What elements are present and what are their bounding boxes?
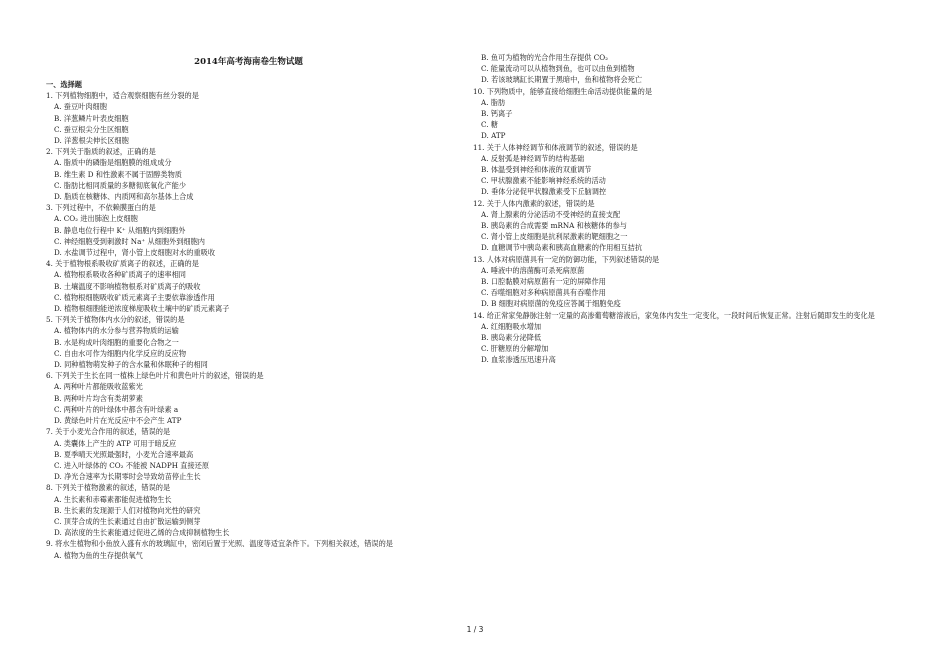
option-c: C. 脂肪比相同质量的多糖彻底氧化产能少 (54, 180, 187, 190)
question-5 (46, 314, 466, 370)
option-a: A. 植物体内的水分参与营养物质的运输 (54, 326, 179, 336)
option-c: C. 两种叶片的叶绿体中都含有叶绿素 a (54, 404, 179, 414)
option-d: D. 洋葱根尖伸长区细胞 (54, 136, 129, 146)
question-9 (46, 538, 466, 560)
option-a: A. 植物为鱼的生存提供氧气 (54, 550, 143, 560)
question-8 (46, 482, 466, 538)
question-4 (46, 258, 466, 314)
option-b: B. 土壤温度不影响植物根系对矿质离子的吸收 (54, 281, 201, 291)
option-d: D. 血浆渗透压迅速升高 (481, 355, 556, 365)
left-column (46, 52, 466, 561)
option-a: A. 唾液中的溶菌酶可杀死病原菌 (481, 265, 585, 275)
option-d: D. 血糖调节中胰岛素和胰高血糖素的作用相互拮抗 (481, 243, 643, 253)
question-stem: 8. 下列关于植物激素的叙述，错误的是 (46, 483, 171, 493)
question-7 (46, 426, 466, 482)
option-b: B. 维生素 D 和性激素不属于固醇类物质 (54, 169, 182, 179)
question-stem: 13. 人体对病原菌具有一定的防御功能，下列叙述错误的是 (473, 254, 660, 264)
question-stem: 1. 下列植物细胞中，适合观察细胞有丝分裂的是 (46, 91, 199, 101)
option-a: A. 类囊体上产生的 ATP 可用于暗反应 (54, 438, 177, 448)
option-c: C. 肝糖原的分解增加 (481, 344, 549, 354)
option-c: C. 神经细胞受到刺激时 Na⁺ 从细胞外到细胞内 (54, 236, 205, 246)
option-a: A. 脂肪 (481, 97, 506, 107)
option-b: B. 生长素的发现源于人们对植物向光性的研究 (54, 505, 201, 515)
option-c: C. 自由水可作为细胞内化学反应的反应物 (54, 348, 187, 358)
page-number: 1 / 3 (466, 625, 484, 634)
option-d: D. 黄绿色叶片在光反应中不会产生 ATP (54, 416, 182, 426)
option-c: C. 进入叶绿体的 CO₂ 不能被 NADPH 直接还原 (54, 460, 210, 470)
option-a: A. 反射弧是神经调节的结构基础 (481, 153, 585, 163)
option-b: B. 夏季晴天光照最强时，小麦光合速率最高 (54, 449, 194, 459)
option-b: B. 胰岛素的合成需要 mRNA 和核糖体的参与 (481, 221, 627, 231)
option-b: B. 静息电位行程中 K⁺ 从细胞内到细胞外 (54, 225, 186, 235)
question-stem: 7. 关于小麦光合作用的叙述，错误的是 (46, 427, 171, 437)
question-stem: 14. 给正常家兔静脉注射一定量的高渗葡萄糖溶液后，家兔体内发生一定变化，一段时间后恢复正常。注射后随即发生的变化是 (473, 310, 875, 320)
option-c: C. 顶芽合成的生长素通过自由扩散运输到侧芽 (54, 516, 201, 526)
option-c: C. 甲状腺激素不能影响神经系统的活动 (481, 176, 606, 186)
option-c: C. 蚕豆根尖分生区细胞 (54, 124, 129, 134)
option-c: C. 吞噬细胞对多种病原菌具有吞噬作用 (481, 288, 606, 298)
option-d: D. 脂质在核糖体、内质网和高尔基体上合成 (54, 192, 194, 202)
option-b: B. 胰岛素分泌降低 (481, 333, 542, 343)
question-6 (46, 370, 466, 426)
question-stem: 2. 下列关于脂质的叙述，正确的是 (46, 147, 156, 157)
question-13 (473, 254, 903, 310)
option-c: C. 糖 (481, 120, 498, 130)
option-c: C. 能量流动可以从植物到鱼，也可以由鱼到植物 (481, 64, 635, 74)
question-14 (473, 310, 903, 366)
option-c: C. 肾小管上皮细胞是抗利尿激素的靶细胞之一 (481, 232, 628, 242)
question-10 (473, 86, 903, 142)
question-stem: 10. 下列物质中，能够直接给细胞生命活动提供能量的是 (473, 86, 653, 96)
question-2 (46, 146, 466, 202)
question-stem: 12. 关于人体内激素的叙述，错误的是 (473, 198, 595, 208)
option-b: B. 钙离子 (481, 109, 513, 119)
question-stem: 5. 下列关于植物体内水分的叙述，错误的是 (46, 315, 185, 325)
option-d: D. 垂体分泌促甲状腺激素受下丘脑调控 (481, 187, 607, 197)
question-stem: 3. 下列过程中，不依赖膜蛋白的是 (46, 203, 156, 213)
option-d: D. 植物根细胞能逆浓度梯度吸收土壤中的矿质元素离子 (54, 304, 230, 314)
section-heading: 一、选择题 (46, 80, 82, 89)
option-a: A. 肾上腺素的分泌活动不受神经的直接支配 (481, 209, 621, 219)
option-a: A. 生长素和赤霉素都能促进植物生长 (54, 494, 172, 504)
question-12 (473, 198, 903, 254)
option-d: D. B 细胞对病原菌的免疫应答属于细胞免疫 (481, 299, 621, 309)
option-d: D. 同种植物萌发种子的含水量和休眠种子的相同 (54, 360, 208, 370)
option-a: A. 两种叶片都能吸收蓝紫光 (54, 382, 143, 392)
option-a: A. 脂质中的磷脂是细胞膜的组成成分 (54, 158, 172, 168)
question-1 (46, 90, 466, 146)
question-stem: 9. 将水生植物和小鱼放入盛有水的玻璃缸中，密闭后置于光照、温度等适宜条件下。下列相关叙述，错误的是 (46, 539, 393, 549)
option-a: A. CO₂ 进出肺泡上皮细胞 (54, 214, 138, 224)
question-stem: 11. 关于人体神经调节和体液调节的叙述，错误的是 (473, 142, 638, 152)
option-a: A. 红细胞吸水增加 (481, 321, 542, 331)
question-3 (46, 202, 466, 258)
option-d: D. 水盐调节过程中，肾小管上皮细胞对水的重吸收 (54, 248, 216, 258)
option-a: A. 植物根系吸收各种矿质离子的速率相同 (54, 270, 186, 280)
option-d: D. 净光合速率为长期零时会导致幼苗停止生长 (54, 472, 201, 482)
option-b: B. 鱼可为植物的光合作用生存提供 CO₂ (481, 53, 609, 62)
option-d: D. 若该玻璃缸长期置于黑暗中，鱼和植物将会死亡 (481, 75, 643, 85)
option-b: B. 洋葱鳞片叶表皮细胞 (54, 113, 129, 123)
option-d: D. ATP (481, 131, 506, 141)
question-11 (473, 142, 903, 198)
option-b: B. 体温受到神经和体液的双重调节 (481, 165, 592, 175)
question-stem: 6. 下列关于生长在同一植株上绿色叶片和黄色叶片的叙述，错误的是 (46, 371, 264, 381)
option-b: B. 水是构成叶肉细胞的重要化合物之一 (54, 337, 179, 347)
option-b: B. 口腔黏膜对病原菌有一定的屏障作用 (481, 277, 606, 287)
question-stem: 4. 关于植物根系吸收矿质离子的叙述，正确的是 (46, 259, 199, 269)
page-title: 2014年高考海南卷生物试题 (194, 57, 303, 67)
option-c: C. 植物根细胞吸收矿质元素离子主要依靠渗透作用 (54, 292, 215, 302)
option-a: A. 蚕豆叶肉细胞 (54, 102, 107, 112)
option-d: D. 高浓度的生长素能通过促进乙烯的合成抑制植物生长 (54, 528, 230, 538)
option-b: B. 两种叶片均含有类胡萝素 (54, 393, 143, 403)
right-column (473, 52, 903, 366)
